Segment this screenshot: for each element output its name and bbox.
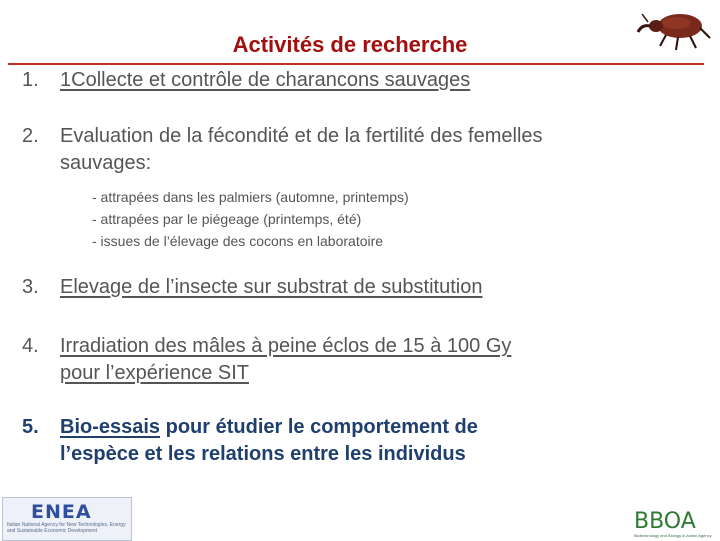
- item-text: pour étudier le comportement de: [160, 416, 478, 438]
- item-number: 4.: [22, 335, 39, 357]
- sub-item: - attrapées dans les palmiers (automne, printemps): [92, 189, 409, 205]
- list-item-1: [22, 67, 470, 94]
- bboa-logo: [634, 509, 716, 539]
- item-number: 2.: [22, 125, 39, 147]
- item-keyword: Bio-essais: [60, 416, 161, 438]
- item-number: 3.: [22, 276, 39, 298]
- title-divider: [8, 63, 704, 65]
- list-item-3: [22, 274, 482, 301]
- item-text: Irradiation des mâles à peine éclos de 15 à 100 Gy: [60, 335, 512, 357]
- bboa-logo-word: BBOA: [634, 509, 696, 534]
- item-text-continued: pour l’expérience SIT: [60, 362, 249, 384]
- item-text: 1Collecte et contrôle de charancons sauvages: [60, 69, 471, 91]
- item-text: Evaluation de la fécondité et de la fertilité des femelles: [60, 125, 543, 147]
- enea-logo-word: ENEA: [31, 501, 92, 523]
- item-text-continued: l’espèce et les relations entre les individus: [60, 443, 466, 465]
- slide-title: Activités de recherche: [232, 32, 468, 57]
- list-item-4: [22, 333, 511, 387]
- weevil-icon: [636, 2, 716, 54]
- sub-list: [92, 186, 409, 252]
- enea-logo: [2, 497, 132, 541]
- bboa-logo-tagline: Biotechnology and Biology in Action Agency: [634, 533, 712, 538]
- sub-item: - attrapées par le piégeage (printemps, été): [92, 211, 362, 227]
- list-item-2: [22, 123, 543, 177]
- item-text-continued: sauvages:: [60, 152, 152, 174]
- list-item-5: [22, 414, 478, 468]
- enea-logo-tagline: Italian National Agency for New Technologies, Energy and Sustainable Economic Development: [7, 522, 126, 534]
- sub-item: - issues de l’élevage des cocons en laboratoire: [92, 233, 384, 249]
- item-number: 1.: [22, 69, 39, 91]
- item-text: Elevage de l’insecte sur substrat de substitution: [60, 276, 483, 298]
- item-number: 5.: [22, 416, 39, 438]
